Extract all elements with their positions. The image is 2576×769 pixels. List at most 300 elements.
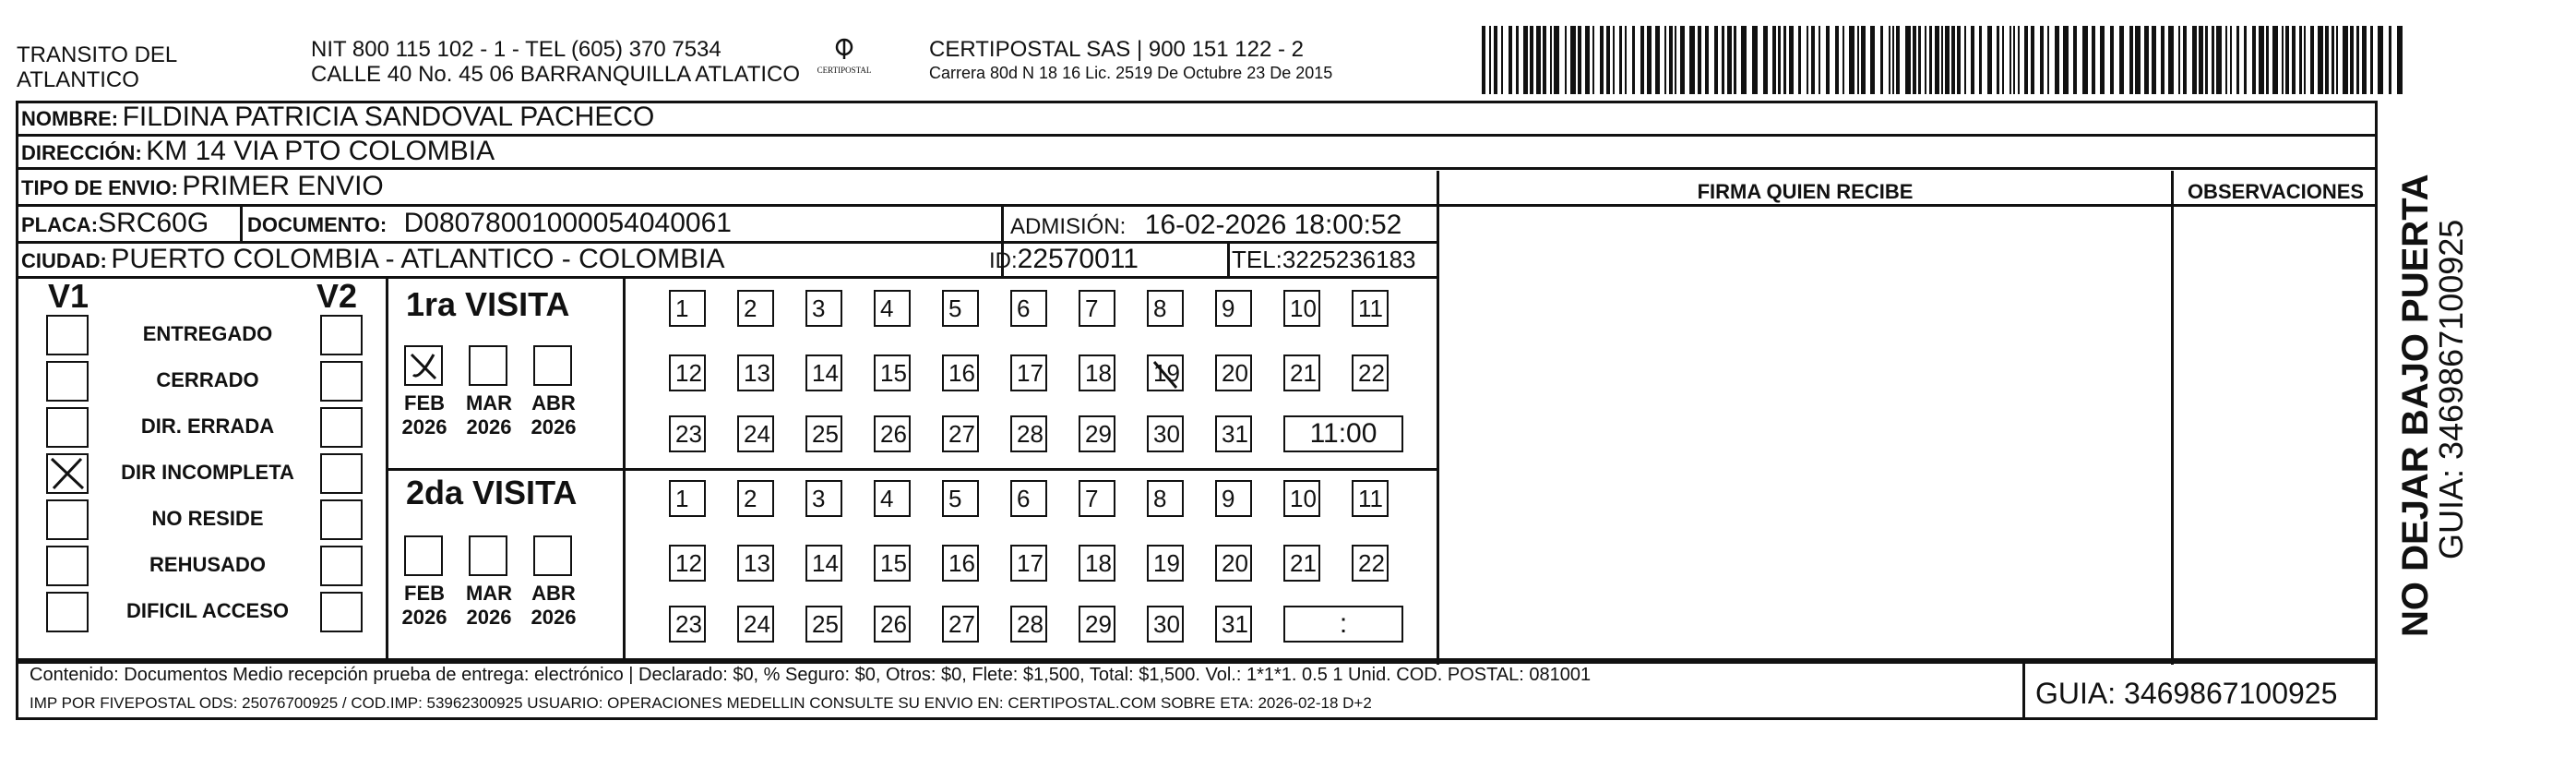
barcode-bar [2310, 26, 2314, 94]
barcode-bar [1625, 26, 1627, 94]
contenido-text: Contenido: Documentos Medio recepción prueba de entrega: electrónico | Declarado: $0, % Seguro: $0, Otros: $0, Flete: $1,500, Total: $1,500. Vol.: 1*1*1. 0.5 1 Unid. COD. POSTAL: 081001 [30, 665, 1592, 685]
barcode-bar [1741, 26, 1747, 94]
barcode-bar [2362, 26, 2367, 94]
barcode-bar [2285, 26, 2289, 94]
visit2-day-box[interactable]: 20 [1215, 545, 1252, 582]
visit1-day-box[interactable]: 22 [1352, 354, 1389, 391]
barcode-bar [1530, 26, 1533, 94]
barcode-bar [2010, 26, 2011, 94]
barcode-bar [1935, 26, 1939, 94]
visit1-day-box[interactable]: 24 [737, 415, 774, 452]
barcode-bar [1957, 26, 1961, 94]
barcode-bar [1918, 26, 1921, 94]
visit2-month-name: FEB [404, 582, 445, 605]
v1-checkbox[interactable] [46, 407, 89, 448]
barcode-bar [2152, 26, 2156, 94]
sender-info [311, 37, 800, 87]
visit1-month-checkbox[interactable] [533, 345, 572, 386]
visit2-day-box[interactable]: 27 [942, 606, 979, 643]
visit2-day-box[interactable]: 19 [1147, 545, 1184, 582]
visit1-day-box[interactable]: 14 [805, 354, 842, 391]
nombre-label: NOMBRE: [21, 107, 119, 130]
visit1-month-name: MAR [465, 391, 513, 415]
barcode-bar [1600, 26, 1604, 94]
side-guia: GUIA: 3469867100925 [2432, 219, 2470, 559]
divider [240, 206, 243, 241]
barcode-bar [2119, 26, 2124, 94]
documento-row [247, 208, 732, 239]
nombre-value: FILDINA PATRICIA SANDOVAL PACHECO [122, 102, 655, 132]
side-warning: NO DEJAR BAJO PUERTA [2395, 174, 2436, 637]
barcode-bar [2397, 26, 2403, 94]
barcode-bar [1632, 26, 1635, 94]
barcode-bar [2205, 26, 2208, 94]
v1-label: V1 [48, 277, 89, 315]
logo-icon [830, 37, 858, 61]
barcode-bar [2168, 26, 2174, 94]
visit1-day-box[interactable]: 17 [1010, 354, 1047, 391]
barcode-bar [2225, 26, 2227, 94]
ciudad-value: PUERTO COLOMBIA - ATLANTICO - COLOMBIA [111, 244, 725, 274]
barcode-bar [2110, 26, 2114, 94]
visit2-day-box[interactable]: 21 [1283, 545, 1320, 582]
visit2-day-box[interactable]: 18 [1079, 545, 1115, 582]
barcode-bar [2161, 26, 2165, 94]
company-line: CERTIPOSTAL SAS | 900 151 122 - 2 [929, 37, 1304, 62]
divider [16, 276, 1438, 279]
barcode-bar [1543, 26, 1546, 94]
visit1-day-box[interactable]: 18 [1079, 354, 1115, 391]
visit2-day-box[interactable]: 17 [1010, 545, 1047, 582]
v2-checkbox[interactable] [320, 499, 363, 540]
barcode-bar [2336, 26, 2338, 94]
barcode-bar [2252, 26, 2256, 94]
barcode-bar [2040, 26, 2044, 94]
id-row [989, 244, 1139, 275]
v1-checkbox[interactable] [46, 546, 89, 586]
visit1-day-box[interactable]: 20 [1215, 354, 1252, 391]
tel-value: 3225236183 [1282, 246, 1416, 273]
barcode-bar [2047, 26, 2049, 94]
visit2-day-box[interactable]: 13 [737, 545, 774, 582]
visit2-day-box[interactable]: 11 [1352, 480, 1389, 517]
visit2-day-box[interactable]: 1 [669, 480, 706, 517]
visit1-time-box[interactable]: 11:00 [1283, 415, 1403, 452]
barcode-bar [1592, 26, 1594, 94]
barcode-bar [1482, 26, 1485, 94]
visit2-month-checkbox[interactable] [469, 535, 507, 576]
barcode-bar [1905, 26, 1911, 94]
v1-checkbox[interactable] [46, 499, 89, 540]
footer-frame [16, 658, 2378, 720]
visit1-day-box[interactable]: 1 [669, 290, 706, 327]
visit1-day-box[interactable]: 8 [1147, 290, 1184, 327]
visit1-title: 1ra VISITA [406, 285, 570, 323]
v1-checkbox[interactable] [46, 315, 89, 355]
id-value: 22570011 [1017, 244, 1139, 274]
visit2-day-box[interactable]: 24 [737, 606, 774, 643]
barcode-bar [1734, 26, 1736, 94]
barcode-bar [1945, 26, 1950, 94]
barcode-bar [1951, 26, 1955, 94]
visit2-day-box[interactable]: 16 [942, 545, 979, 582]
barcode-bar [2212, 26, 2214, 94]
barcode-bar [2082, 26, 2088, 94]
visit1-day-box[interactable]: 7 [1079, 290, 1115, 327]
visit2-month-year: 2026 [401, 606, 447, 629]
barcode-bar [1889, 26, 1890, 94]
visit2-month-label [397, 582, 452, 630]
divider [16, 167, 2378, 170]
status-label: DIR INCOMPLETA [121, 461, 294, 484]
company-info [929, 37, 1332, 84]
direccion-value: KM 14 VIA PTO COLOMBIA [146, 136, 495, 166]
barcode-bar [1565, 26, 1567, 94]
barcode-bar [1494, 26, 1497, 94]
tipo-value: PRIMER ENVIO [182, 171, 384, 201]
barcode-bar [2350, 26, 2354, 94]
barcode-bar [1606, 26, 1610, 94]
barcode-bar [2332, 26, 2334, 94]
visit2-day-box[interactable]: 2 [737, 480, 774, 517]
visit1-day-box[interactable]: 30 [1147, 415, 1184, 452]
divider [1227, 243, 1230, 278]
visit2-day-box[interactable]: 3 [805, 480, 842, 517]
visit1-day-box[interactable]: 19 [1147, 354, 1184, 391]
visit1-month-label [526, 391, 581, 439]
visit2-month-checkbox[interactable] [404, 535, 443, 576]
visit1-month-year: 2026 [466, 415, 512, 439]
barcode-bar [1971, 26, 1974, 94]
visit2-day-box[interactable]: 15 [874, 545, 911, 582]
visit2-day-box[interactable]: 5 [942, 480, 979, 517]
divider [16, 204, 1438, 207]
barcode-bar [1811, 26, 1815, 94]
barcode-bar [1763, 26, 1768, 94]
visit1-month-year: 2026 [401, 415, 447, 439]
admision-row [1010, 210, 1401, 241]
barcode-bar [2013, 26, 2015, 94]
imp-text: IMP POR FIVEPOSTAL ODS: 25076700925 / COD.IMP: 53962300925 USUARIO: OPERACIONES MEDELLIN CONSULTE SU ENVIO EN: CERTIPOSTAL.COM SOBRE ETA: 2026-02-18 D+2 [30, 694, 1372, 712]
visit2-month-name: ABR [531, 582, 576, 605]
check-mark-icon [406, 347, 441, 384]
barcode-bar [1655, 26, 1660, 94]
barcode-bar [2144, 26, 2149, 94]
barcode-bar [2024, 26, 2028, 94]
barcode-bar [2092, 26, 2095, 94]
barcode [1482, 26, 2407, 94]
visit1-day-box[interactable]: 10 [1283, 290, 1320, 327]
barcode-bar [1727, 26, 1732, 94]
barcode-bar [1861, 26, 1866, 94]
logo-text: CERTIPOSTAL [817, 66, 872, 75]
visit2-month-label [526, 582, 581, 630]
barcode-bar [2192, 26, 2197, 94]
status-label: CERRADO [156, 368, 259, 391]
status-label: DIR. ERRADA [140, 415, 275, 438]
visit2-day-box[interactable]: 22 [1352, 545, 1389, 582]
barcode-bar [2031, 26, 2034, 94]
barcode-bar [1819, 26, 1820, 94]
v2-checkbox[interactable] [320, 315, 363, 355]
barcode-bar [2129, 26, 2133, 94]
visit2-day-box[interactable]: 31 [1215, 606, 1252, 643]
tipo-label: TIPO DE ENVIO: [21, 176, 178, 199]
address-line: CALLE 40 No. 45 06 BARRANQUILLA ATLATICO [311, 62, 801, 87]
observaciones-header: OBSERVACIONES [2187, 180, 2365, 203]
barcode-bar [1896, 26, 1900, 94]
barcode-bar [1826, 26, 1830, 94]
visit1-day-box[interactable]: 21 [1283, 354, 1320, 391]
barcode-bar [2304, 26, 2306, 94]
documento-label: DOCUMENTO: [247, 213, 388, 236]
barcode-bar [1619, 26, 1622, 94]
visit2-time-box[interactable]: : [1283, 606, 1403, 643]
sender-line-1: TRANSITO DEL [17, 42, 178, 67]
barcode-bar [2178, 26, 2180, 94]
barcode-bar [1698, 26, 1701, 94]
barcode-bar [1913, 26, 1916, 94]
barcode-bar [1501, 26, 1503, 94]
barcode-bar [1689, 26, 1695, 94]
nit-line: NIT 800 115 102 - 1 - TEL (605) 370 7534 [311, 37, 722, 62]
company-address: Carrera 80d N 18 16 Lic. 2519 De Octubre 23 De 2015 [929, 64, 1333, 82]
barcode-bar [1647, 26, 1652, 94]
visit1-day-box[interactable]: 3 [805, 290, 842, 327]
barcode-bar [1613, 26, 1615, 94]
barcode-bar [2073, 26, 2077, 94]
visit1-day-box[interactable]: 23 [669, 415, 706, 452]
documento-value: D08078001000054040061 [403, 208, 732, 238]
barcode-bar [2266, 26, 2269, 94]
barcode-bar [2356, 26, 2359, 94]
barcode-bar [2244, 26, 2247, 94]
visit2-day-box[interactable]: 4 [874, 480, 911, 517]
barcode-bar [1722, 26, 1724, 94]
check-mark-icon [48, 455, 87, 492]
barcode-bar [2199, 26, 2203, 94]
v2-checkbox[interactable] [320, 407, 363, 448]
admision-value: 16-02-2026 18:00:52 [1144, 210, 1402, 240]
barcode-bar [1835, 26, 1839, 94]
visit2-day-box[interactable]: 23 [669, 606, 706, 643]
barcode-bar [2325, 26, 2329, 94]
visit1-month-year: 2026 [531, 415, 577, 439]
direccion-row [21, 136, 495, 167]
barcode-bar [2063, 26, 2069, 94]
barcode-bar [2259, 26, 2264, 94]
barcode-bar [1714, 26, 1718, 94]
firma-header: FIRMA QUIEN RECIBE [1697, 180, 1914, 203]
barcode-bar [1516, 26, 1519, 94]
barcode-bar [2055, 26, 2059, 94]
barcode-bar [1664, 26, 1666, 94]
v2-checkbox[interactable] [320, 546, 363, 586]
barcode-bar [2236, 26, 2239, 94]
tipo-row [21, 171, 384, 202]
divider [2171, 171, 2174, 665]
placa-value: SRC60G [98, 208, 209, 238]
barcode-bar [1789, 26, 1794, 94]
tel-row [1232, 246, 1416, 274]
v2-label: V2 [316, 277, 358, 315]
visit1-day-box[interactable]: 27 [942, 415, 979, 452]
barcode-bar [1554, 26, 1559, 94]
barcode-bar [1489, 26, 1491, 94]
visit1-month-label [397, 391, 452, 439]
visit2-day-box[interactable]: 26 [874, 606, 911, 643]
barcode-bar [1675, 26, 1676, 94]
visit2-title: 2da VISITA [406, 474, 578, 511]
visit2-month-name: MAR [465, 582, 513, 605]
visit2-day-box[interactable]: 6 [1010, 480, 1047, 517]
barcode-bar [1705, 26, 1709, 94]
barcode-bar [2389, 26, 2391, 94]
visit1-day-box[interactable]: 13 [737, 354, 774, 391]
id-label: ID: [989, 248, 1018, 273]
barcode-bar [1570, 26, 1576, 94]
barcode-bar [2018, 26, 2020, 94]
visit2-month-year: 2026 [466, 606, 512, 629]
visit2-day-box[interactable]: 9 [1215, 480, 1252, 517]
barcode-bar [2282, 26, 2284, 94]
barcode-bar [1778, 26, 1781, 94]
v2-checkbox[interactable] [320, 453, 363, 494]
admision-label: ADMISIÓN: [1010, 214, 1127, 239]
visit2-day-box[interactable]: 30 [1147, 606, 1184, 643]
nombre-row [21, 102, 654, 133]
barcode-bar [1880, 26, 1883, 94]
barcode-bar [1798, 26, 1801, 94]
visit2-day-box[interactable]: 25 [805, 606, 842, 643]
barcode-bar [1843, 26, 1844, 94]
visit2-day-box[interactable]: 28 [1010, 606, 1047, 643]
barcode-bar [1585, 26, 1590, 94]
visit1-day-box[interactable]: 6 [1010, 290, 1047, 327]
visit1-day-box[interactable]: 12 [669, 354, 706, 391]
check-mark-icon [1149, 356, 1186, 393]
barcode-bar [1849, 26, 1854, 94]
visit1-day-box[interactable]: 11 [1352, 290, 1389, 327]
v1-checkbox[interactable] [46, 361, 89, 402]
visit1-day-box[interactable]: 29 [1079, 415, 1115, 452]
barcode-bar [2370, 26, 2373, 94]
barcode-bar [2100, 26, 2105, 94]
barcode-bar [2230, 26, 2232, 94]
visit2-day-box[interactable]: 29 [1079, 606, 1115, 643]
barcode-bar [2318, 26, 2323, 94]
visit1-day-box[interactable]: 26 [874, 415, 911, 452]
certipostal-logo [812, 37, 877, 75]
visit1-month-name: FEB [404, 391, 445, 415]
divider [386, 468, 1437, 471]
ciudad-label: CIUDAD: [21, 249, 107, 272]
visit2-day-box[interactable]: 8 [1147, 480, 1184, 517]
v2-checkbox[interactable] [320, 592, 363, 632]
visit1-day-box[interactable]: 25 [805, 415, 842, 452]
barcode-bar [1870, 26, 1875, 94]
sender-name [17, 42, 177, 92]
barcode-bar [1783, 26, 1786, 94]
visit1-month-name: ABR [531, 391, 576, 415]
barcode-bar [1807, 26, 1808, 94]
visit1-day-box[interactable]: 16 [942, 354, 979, 391]
visit1-day-box[interactable]: 5 [942, 290, 979, 327]
barcode-bar [1772, 26, 1776, 94]
visit2-day-box[interactable]: 7 [1079, 480, 1115, 517]
v1-checkbox[interactable] [46, 453, 89, 494]
barcode-bar [1550, 26, 1552, 94]
status-label: NO RESIDE [151, 507, 264, 530]
barcode-bar [2343, 26, 2348, 94]
barcode-bar [2183, 26, 2187, 94]
footer-guia: GUIA: 3469867100925 [2035, 677, 2338, 710]
barcode-bar [1640, 26, 1644, 94]
direccion-label: DIRECCIÓN: [21, 141, 142, 164]
v2-checkbox[interactable] [320, 361, 363, 402]
visit2-day-box[interactable]: 10 [1283, 480, 1320, 517]
barcode-bar [1752, 26, 1758, 94]
barcode-bar [1669, 26, 1673, 94]
barcode-bar [2292, 26, 2296, 94]
visit1-day-box[interactable]: 2 [737, 290, 774, 327]
barcode-bar [1929, 26, 1932, 94]
barcode-bar [1536, 26, 1541, 94]
placa-row [21, 208, 209, 239]
barcode-bar [1979, 26, 1982, 94]
visit1-month-label [461, 391, 517, 439]
barcode-bar [2135, 26, 2141, 94]
barcode-bar [1509, 26, 1512, 94]
placa-label: PLACA: [21, 213, 99, 236]
v1-checkbox[interactable] [46, 592, 89, 632]
barcode-bar [2002, 26, 2004, 94]
barcode-bar [1680, 26, 1685, 94]
barcode-bar [1997, 26, 1999, 94]
visit1-day-box[interactable]: 15 [874, 354, 911, 391]
visit1-day-box[interactable]: 31 [1215, 415, 1252, 452]
sender-line-2: ATLANTICO [17, 67, 139, 92]
status-label: REHUSADO [149, 553, 266, 576]
visit1-day-box[interactable]: 4 [874, 290, 911, 327]
barcode-bar [1964, 26, 1966, 94]
visit2-month-checkbox[interactable] [533, 535, 572, 576]
barcode-bar [1941, 26, 1943, 94]
visit2-day-box[interactable]: 14 [805, 545, 842, 582]
barcode-bar [1925, 26, 1926, 94]
visit2-month-year: 2026 [531, 606, 577, 629]
tel-label: TEL: [1232, 246, 1282, 273]
visit1-month-checkbox[interactable] [469, 345, 507, 386]
barcode-bar [1857, 26, 1859, 94]
visit1-day-box[interactable]: 28 [1010, 415, 1047, 452]
status-label: ENTREGADO [142, 322, 273, 345]
status-label: DIFICIL ACCESO [125, 599, 289, 622]
visit2-day-box[interactable]: 12 [669, 545, 706, 582]
barcode-bar [2216, 26, 2222, 94]
barcode-bar [1578, 26, 1581, 94]
ciudad-row [21, 244, 724, 275]
visit1-day-box[interactable]: 9 [1215, 290, 1252, 327]
barcode-bar [2299, 26, 2302, 94]
barcode-bar [2378, 26, 2383, 94]
visit1-month-checkbox[interactable] [404, 345, 443, 386]
divider [1437, 204, 2378, 207]
barcode-bar [1987, 26, 1992, 94]
barcode-bar [1523, 26, 1528, 94]
barcode-bar [2272, 26, 2278, 94]
barcode-bar [1892, 26, 1894, 94]
